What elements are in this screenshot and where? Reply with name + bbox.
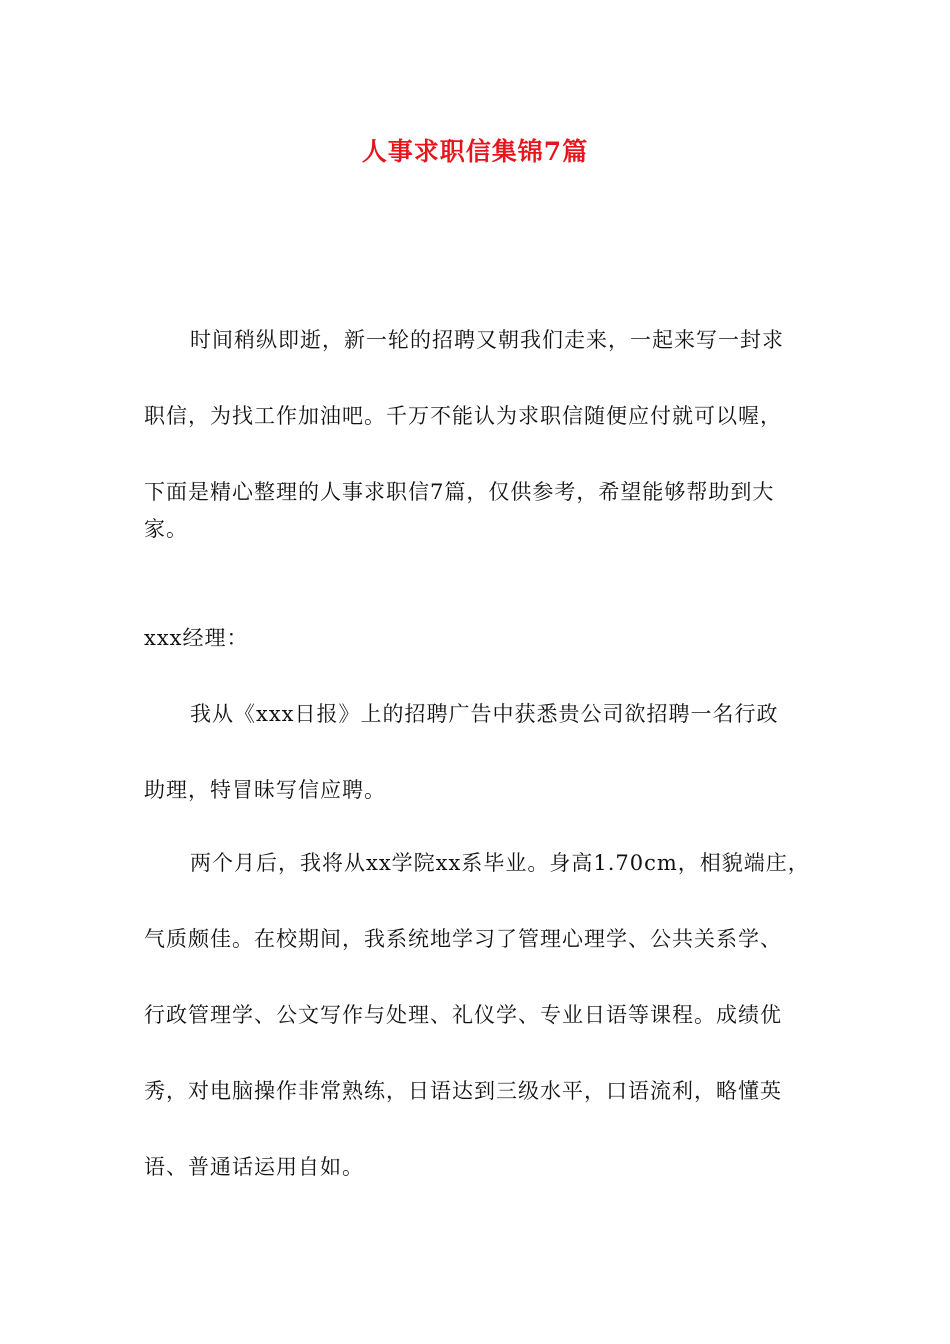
text-line: 家。 — [144, 517, 188, 541]
text-line: 两个月后，我将从xx学院xx系毕业。身高1.70cm，相貌端庄， — [190, 851, 810, 875]
paragraph-2 — [144, 845, 814, 1186]
text-line: 气质颇佳。在校期间，我系统地学习了管理心理学、公共关系学、 — [144, 927, 782, 951]
paragraph-intro — [144, 322, 814, 548]
text-line: 下面是精心整理的人事求职信7篇，仅供参考，希望能够帮助到大 — [144, 480, 775, 504]
text-line: 行政管理学、公文写作与处理、礼仪学、专业日语等课程。成绩优 — [144, 1003, 782, 1027]
text-line: 我从《xxx日报》上的招聘广告中获悉贵公司欲招聘一名行政 — [190, 702, 779, 726]
paragraph-salutation — [144, 620, 814, 657]
text-line: 助理，特冒昧写信应聘。 — [144, 778, 386, 802]
salutation-line: xxx经理： — [144, 626, 249, 650]
text-line: 秀，对电脑操作非常熟练，日语达到三级水平，口语流利，略懂英 — [144, 1079, 782, 1103]
text-line: 语、普通话运用自如。 — [144, 1155, 364, 1179]
paragraph-1 — [144, 696, 814, 809]
text-line: 时间稍纵即逝，新一轮的招聘又朝我们走来，一起来写一封求 — [190, 328, 784, 352]
text-line: 职信，为找工作加油吧。千万不能认为求职信随便应付就可以喔， — [144, 404, 782, 428]
document-title: 人事求职信集锦7篇 — [361, 137, 589, 166]
